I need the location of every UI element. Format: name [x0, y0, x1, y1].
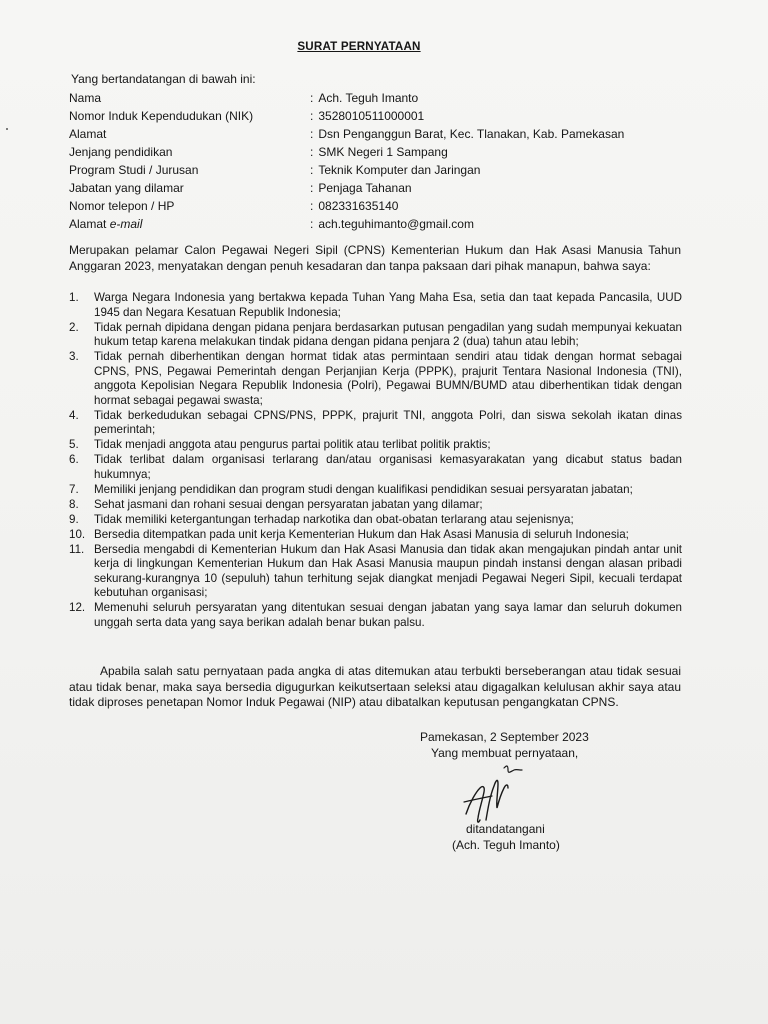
field-label: Nama [69, 91, 102, 105]
statement-list [69, 291, 682, 631]
statement-item [69, 601, 682, 630]
document-title: SURAT PERNYATAAN [297, 40, 421, 53]
field-colon: : [310, 91, 314, 105]
statement-text: Warga Negara Indonesia yang bertakwa kepada Tuhan Yang Maha Esa, setia dan taat kepada Pancasila, UUD 1945 dan Negara Kesatuan Republik Indonesia; [94, 291, 682, 319]
field-value [310, 127, 624, 141]
statement-item [69, 528, 682, 543]
statement-number: 4. [69, 408, 79, 422]
statement-text: Sehat jasmani dan rohani sesuai dengan persyaratan jabatan yang dilamar; [94, 497, 483, 511]
statement-text: Memiliki jenjang pendidikan dan program studi dengan kualifikasi pendidikan sesuai persyaratan jabatan; [94, 482, 633, 496]
statement-text: Tidak berkedudukan sebagai CPNS/PNS, PPPK, prajurit TNI, anggota Polri, dan siswa sekolah ikatan dinas pemerintah; [94, 408, 682, 436]
statement-number: 2. [69, 320, 79, 334]
statement-number: 10. [69, 527, 86, 541]
field-label [69, 217, 142, 231]
signer-role: Yang membuat pernyataan, [431, 746, 579, 760]
field-label-italic: e-mail [109, 217, 143, 231]
statement-item [69, 543, 682, 601]
statement-item [69, 350, 682, 408]
statement-text: Bersedia ditempatkan pada unit kerja Kementerian Hukum dan Hak Asasi Manusia di seluruh Indonesia; [94, 527, 629, 541]
scan-speck [6, 128, 8, 130]
field-colon: : [310, 181, 314, 195]
closing-paragraph: Apabila salah satu pernyataan pada angka di atas ditemukan atau terbukti berseberangan atau tidak sesuai atau tidak benar, maka saya bersedia digugurkan keikutsertaan seleksi atau digagalkan kelulusan akhir saya atau tidak diproses penetapan Nomor Induk Pegawai (NIP) atau dibatalkan keputusan pengangkatan CPNS. [69, 664, 681, 709]
field-colon: : [310, 109, 314, 123]
statement-number: 9. [69, 512, 79, 526]
field-value [310, 199, 398, 213]
statement-number: 6. [69, 453, 79, 466]
field-value [310, 145, 448, 159]
statement-item [69, 291, 682, 320]
field-value-text: SMK Negeri 1 Sampang [318, 145, 448, 159]
field-value-text: Dsn Penganggun Barat, Kec. Tlanakan, Kab. Pamekasan [318, 127, 625, 141]
statement-text: Tidak terlibat dalam organisasi terlarang dan/atau organisasi kemasyarakatan yang dicabut status badan hukumnya; [94, 453, 682, 481]
field-value-text: 082331635140 [318, 199, 399, 213]
signed-note: ditandatangani [466, 822, 545, 836]
field-label: Jabatan yang dilamar [69, 181, 184, 195]
statement-number: 5. [69, 438, 79, 451]
statement-text: Bersedia mengabdi di Kementerian Hukum dan Hak Asasi Manusia dan tidak akan mengajukan pindah antar unit kerja di lingkungan Kementerian Hukum dan Hak Asasi Manusia maupun pindah instansi dengan alasan pribadi sekurang-kurangnya 10 (sepuluh) tahun terhitung sejak diangkat menjadi Pegawai Negeri Sipil, kecuali terdapat kebutuhan organisasi; [94, 542, 682, 599]
field-value-text: ach.teguhimanto@gmail.com [318, 217, 474, 231]
statement-text: Tidak menjadi anggota atau pengurus partai politik atau terlibat politik praktis; [94, 438, 491, 451]
field-value-text: Ach. Teguh Imanto [318, 91, 419, 105]
field-label: Jenjang pendidikan [69, 145, 173, 159]
field-colon: : [310, 217, 314, 231]
statement-number: 7. [69, 482, 79, 496]
field-label: Alamat [69, 127, 107, 141]
field-label: Nomor telepon / HP [69, 199, 175, 213]
statement-item [69, 453, 682, 482]
statement-text: Memenuhi seluruh persyaratan yang ditentukan sesuai dengan jabatan yang saya lamar dan seluruh dokumen unggah serta data yang saya berikan adalah benar bukan palsu. [94, 601, 682, 629]
statement-text: Tidak pernah diberhentikan dengan hormat tidak atas permintaan sendiri atau tidak dengan hormat sebagai CPNS, PNS, Pegawai Pemerintah dengan Perjanjian Kerja (PPPK), prajurit Tentara Nasional Indonesia (TNI), anggota Kepolisian Negara Republik Indonesia (Polri), Pegawai BUMN/BUMD atau diberhentikan tidak dengan hormat sebagai pegawai swasta; [94, 350, 682, 407]
field-value-text: Penjaga Tahanan [318, 181, 412, 195]
field-label: Program Studi / Jurusan [69, 163, 199, 177]
statement-number: 1. [69, 291, 79, 304]
statement-number: 8. [69, 497, 79, 511]
statement-number: 3. [69, 350, 79, 363]
field-label-prefix: Alamat [69, 217, 110, 231]
statement-item [69, 438, 682, 453]
field-colon: : [310, 199, 314, 213]
field-value [310, 181, 412, 195]
field-value [310, 217, 474, 231]
field-value [310, 109, 424, 123]
signer-name: (Ach. Teguh Imanto) [452, 838, 560, 852]
statement-text: Tidak pernah dipidana dengan pidana penjara berdasarkan putusan pengadilan yang sudah mempunyai kekuatan hukum tetap karena melakukan tindak pidana dengan pidana penjara 2 (dua) tahun atau lebih; [94, 320, 682, 348]
statement-text: Tidak memiliki ketergantungan terhadap narkotika dan obat-obatan terlarang atau sejenisnya; [94, 512, 574, 526]
field-value [310, 91, 418, 105]
place-date: Pamekasan, 2 September 2023 [420, 730, 589, 744]
statement-item [69, 513, 682, 528]
field-colon: : [310, 127, 314, 141]
statement-number: 12. [69, 601, 86, 614]
handwritten-signature [452, 758, 542, 830]
field-value-text: 3528010511000001 [318, 109, 425, 123]
field-value-text: Teknik Komputer dan Jaringan [318, 163, 481, 177]
statement-number: 11. [69, 542, 85, 556]
statement-intro: Merupakan pelamar Calon Pegawai Negeri Sipil (CPNS) Kementerian Hukum dan Hak Asasi Manusia Tahun Anggaran 2023, menyatakan dengan penuh kesadaran dan tanpa paksaan dari pihak manapun, bahwa saya: [69, 243, 681, 273]
field-value [310, 163, 480, 177]
field-colon: : [310, 145, 314, 159]
intro-text: Yang bertandatangan di bawah ini: [71, 72, 256, 86]
statement-item [69, 483, 682, 498]
field-label: Nomor Induk Kependudukan (NIK) [69, 109, 254, 123]
statement-item [69, 409, 682, 438]
field-colon: : [310, 163, 314, 177]
statement-item [69, 321, 682, 350]
statement-item [69, 498, 682, 513]
